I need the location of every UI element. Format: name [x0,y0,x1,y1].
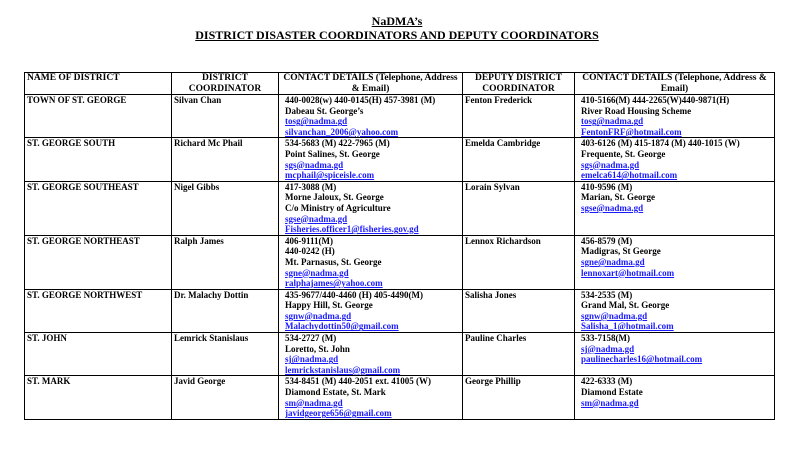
deputy-contact-cell [575,333,775,376]
contact-text-line: 533-7158(M) [581,333,630,344]
deputy-contact-cell [575,376,775,419]
email-link[interactable]: sj@nadma.gd [285,354,339,365]
contact-text-line: 403-6126 (M) 415-1874 (M) 440-1015 (W) [581,138,740,149]
email-link[interactable]: lennoxart@hotmail.com [581,267,675,278]
coordinator-name-cell: Richard Mc Phail [172,138,279,181]
email-link[interactable]: sm@nadma.gd [581,397,639,408]
coordinator-contact-cell [279,181,463,235]
contact-text-line: C/o Ministry of Agriculture [285,202,391,213]
email-link[interactable]: FentonFRF@hotmail.com [581,126,682,137]
deputy-name-cell: Lorain Sylvan [463,181,575,235]
contact-text-line: 440-0028(w) 440-0145(H) 457-3981 (M) [285,95,436,105]
coordinator-name-cell: Dr. Malachy Dottin [172,289,279,332]
table-row [25,376,775,419]
coordinator-contact-cell [279,138,463,181]
table-row [25,181,775,235]
table-row [25,289,775,332]
coordinator-name-cell: Nigel Gibbs [172,181,279,235]
deputy-contact-cell [575,138,775,181]
contact-text-line: 422-6333 (M) [581,376,633,387]
deputy-contact-cell [575,235,775,289]
table-row [25,235,775,289]
contact-text-line: 456-8579 (M) [581,235,633,246]
email-link[interactable]: sm@nadma.gd [285,397,343,408]
email-link[interactable]: sgnw@nadma.gd [581,310,648,321]
coordinator-contact-cell [279,289,463,332]
email-link[interactable]: lemrickstanislaus@gmail.com [285,364,401,375]
coordinators-table [24,72,775,420]
column-header-district: NAME OF DISTRICT [25,73,172,95]
coordinator-contact-cell [279,95,463,138]
contact-text-line: Diamond Estate [581,387,643,398]
contact-text-line: River Road Housing Scheme [581,105,692,116]
email-link[interactable]: silvanchan_2006@yahoo.com [285,126,399,137]
email-link[interactable]: emelca614@hotmail.com [581,170,678,181]
contact-text-line: Marian, St. George [581,192,655,203]
contact-text-line: 417-3088 (M) [285,181,337,192]
table-body [25,95,775,420]
contact-text-line: 534-5683 (M) 422-7965 (M) [285,138,390,149]
contact-text-line: 534-2535 (M) [581,289,633,300]
email-link[interactable]: paulinecharles16@hotmail.com [581,354,703,365]
contact-text-line: 410-5166(M) 444-2265(W)440-9871(H) [581,95,730,105]
coordinator-contact-cell [279,333,463,376]
contact-text-line: Diamond Estate, St. Mark [285,387,386,398]
contact-text-line: Mt. Parnasus, St. George [285,256,382,267]
coordinator-name-cell: Javid George [172,376,279,419]
deputy-name-cell: Lennox Richardson [463,235,575,289]
contact-text-line: Point Salines, St. George [285,148,380,159]
district-name-cell: ST. JOHN [25,333,172,376]
contact-text-line: 534-8451 (M) 440-2051 ext. 41005 (W) [285,376,431,387]
deputy-contact-cell [575,95,775,138]
contact-text-line: Loretto, St. John [285,343,350,354]
table-header-row [25,73,775,95]
email-link[interactable]: sj@nadma.gd [581,343,635,354]
deputy-contact-cell [575,289,775,332]
email-link[interactable]: Salisha_1@hotmail.com [581,321,674,332]
district-name-cell: ST. GEORGE SOUTHEAST [25,181,172,235]
deputy-name-cell: George Phillip [463,376,575,419]
contact-text-line: Grand Mal, St. George [581,300,670,311]
email-link[interactable]: sgse@nadma.gd [581,202,644,213]
coordinator-name-cell: Lemrick Stanislaus [172,333,279,376]
table-row [25,333,775,376]
column-header-deputy: DEPUTY DISTRICT COORDINATOR [463,73,575,95]
coordinator-contact-cell [279,376,463,419]
contact-text-line: 410-9596 (M) [581,181,633,192]
deputy-name-cell: Salisha Jones [463,289,575,332]
contact-text-line: 435-9677/440-4460 (H) 405-4490(M) [285,289,423,300]
coordinator-name-cell: Silvan Chan [172,95,279,138]
email-link[interactable]: sgse@nadma.gd [285,213,348,224]
deputy-name-cell: Fenton Frederick [463,95,575,138]
column-header-deputy-contact: CONTACT DETAILS (Telephone, Address & Email) [575,73,775,95]
email-link[interactable]: tosg@nadma.gd [581,116,644,127]
coordinator-contact-cell [279,235,463,289]
document-title: NaDMA’s [371,14,423,28]
district-name-cell: ST. MARK [25,376,172,419]
email-link[interactable]: tosg@nadma.gd [285,116,348,127]
contact-text-line: Frequente, St. George [581,148,666,159]
email-link[interactable]: sgs@nadma.gd [285,159,344,170]
email-link[interactable]: sgne@nadma.gd [285,267,349,278]
email-link[interactable]: ralphajames@yahoo.com [285,278,383,289]
district-name-cell: TOWN OF ST. GEORGE [25,95,172,138]
email-link[interactable]: Malachydottin50@gmail.com [285,321,399,332]
contact-text-line: 406-9111(M) [285,235,333,246]
coordinator-name-cell: Ralph James [172,235,279,289]
deputy-contact-cell [575,181,775,235]
email-link[interactable]: sgnw@nadma.gd [285,310,352,321]
contact-text-line: 440-0242 (H) [285,246,335,257]
email-link[interactable]: Fisheries.officer1@fisheries.gov.gd [285,224,419,235]
contact-text-line: Happy Hill, St. George [285,300,373,311]
contact-text-line: Dabeau St. George’s [285,105,364,116]
contact-text-line: Morne Jaloux, St. George [285,192,384,203]
email-link[interactable]: sgne@nadma.gd [581,256,645,267]
deputy-name-cell: Emelda Cambridge [463,138,575,181]
contact-text-line: 534-2727 (M) [285,333,337,344]
column-header-contact: CONTACT DETAILS (Telephone, Address & Email) [279,73,463,95]
email-link[interactable]: javidgeorge656@gmail.com [285,408,392,419]
document-subtitle: DISTRICT DISASTER COORDINATORS AND DEPUTY COORDINATORS [195,28,599,42]
email-link[interactable]: sgs@nadma.gd [581,159,640,170]
email-link[interactable]: mcphail@spiceisle.com [285,170,375,181]
column-header-coordinator: DISTRICT COORDINATOR [172,73,279,95]
district-name-cell: ST. GEORGE SOUTH [25,138,172,181]
contact-text-line: Madigras, St George [581,246,661,257]
district-name-cell: ST. GEORGE NORTHWEST [25,289,172,332]
table-row [25,95,775,138]
deputy-name-cell: Pauline Charles [463,333,575,376]
table-row [25,138,775,181]
document-header [0,14,794,42]
district-name-cell: ST. GEORGE NORTHEAST [25,235,172,289]
